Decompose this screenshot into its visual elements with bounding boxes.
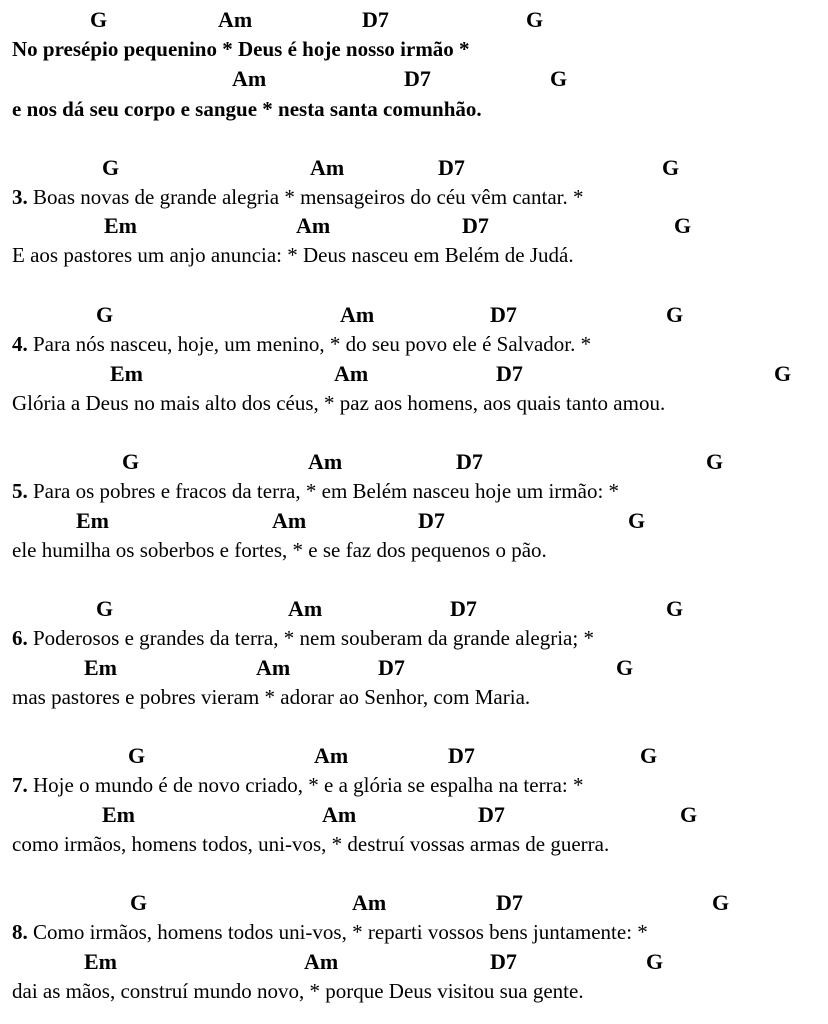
lyric-line: E aos pastores um anjo anuncia: * Deus nasceu em Belém de Judá.: [12, 243, 574, 267]
lyric-line: Glória a Deus no mais alto dos céus, * paz aos homens, aos quais tanto amou.: [12, 391, 666, 415]
chord: Am: [334, 361, 369, 386]
verse-number: 5.: [12, 479, 28, 503]
chord: G: [666, 596, 684, 621]
chord: G: [662, 155, 680, 180]
chord: G: [102, 155, 120, 180]
chord: G: [128, 743, 146, 768]
chord: Em: [84, 655, 117, 680]
chord: G: [706, 449, 724, 474]
lyric-line: como irmãos, homens todos, uni-vos, * destruí vossas armas de guerra.: [12, 832, 610, 856]
verse-number: 3.: [12, 185, 28, 209]
chord: D7: [404, 66, 431, 91]
lyric-line: [12, 773, 583, 797]
lyric-line: [12, 479, 619, 503]
lyric-text: Para os pobres e fracos da terra, * em Belém nasceu hoje um irmão: *: [33, 479, 620, 503]
chord: D7: [496, 890, 523, 915]
lyric-line: [12, 185, 583, 209]
chord: Am: [256, 655, 291, 680]
chord: Am: [304, 949, 339, 974]
verse-number: 4.: [12, 332, 28, 356]
chord: G: [680, 802, 698, 827]
chord: Em: [110, 361, 143, 386]
chord: Am: [322, 802, 357, 827]
chord: Am: [352, 890, 387, 915]
chord: G: [712, 890, 730, 915]
chord: D7: [418, 508, 445, 533]
lyric-text: Poderosos e grandes da terra, * nem souberam da grande alegria; *: [33, 626, 594, 650]
chord: Am: [308, 449, 343, 474]
chord: D7: [496, 361, 523, 386]
chord: D7: [490, 949, 517, 974]
chord: G: [674, 213, 692, 238]
chord: D7: [456, 449, 483, 474]
chord: D7: [448, 743, 475, 768]
verse-number: 6.: [12, 626, 28, 650]
chord: D7: [438, 155, 465, 180]
chord: G: [774, 361, 792, 386]
chord: G: [666, 302, 684, 327]
lyric-line: [12, 920, 648, 944]
chord: G: [96, 596, 114, 621]
lyric-line: dai as mãos, construí mundo novo, * porque Deus visitou sua gente.: [12, 979, 584, 1003]
verse-number: 8.: [12, 920, 28, 944]
chord: Am: [232, 66, 267, 91]
chord: Am: [296, 213, 331, 238]
lyric-text: Para nós nasceu, hoje, um menino, * do seu povo ele é Salvador. *: [33, 332, 592, 356]
chord: G: [550, 66, 568, 91]
chord: G: [616, 655, 634, 680]
lyric-text: Boas novas de grande alegria * mensageiros do céu vêm cantar. *: [33, 185, 584, 209]
lyric-line: [12, 332, 591, 356]
chord: Em: [84, 949, 117, 974]
chord: Em: [102, 802, 135, 827]
chord: D7: [362, 7, 389, 32]
chord: G: [628, 508, 646, 533]
chord: G: [130, 890, 148, 915]
lyric-line: No presépio pequenino * Deus é hoje nosso irmão *: [12, 37, 470, 61]
chord: Em: [104, 213, 137, 238]
chord: G: [640, 743, 658, 768]
chord: G: [96, 302, 114, 327]
chord: G: [122, 449, 140, 474]
chord: Am: [340, 302, 375, 327]
chord: G: [526, 7, 544, 32]
verse-number: 7.: [12, 773, 28, 797]
lyric-text: Como irmãos, homens todos uni-vos, * reparti vossos bens juntamente: *: [33, 920, 648, 944]
lyric-line: [12, 626, 594, 650]
chord: Am: [218, 7, 253, 32]
lyric-line: e nos dá seu corpo e sangue * nesta santa comunhão.: [12, 97, 482, 121]
chord: Am: [310, 155, 345, 180]
chord: D7: [450, 596, 477, 621]
chord: D7: [462, 213, 489, 238]
chord: G: [646, 949, 664, 974]
chord: Em: [76, 508, 109, 533]
chord: Am: [314, 743, 349, 768]
chord: D7: [378, 655, 405, 680]
chord: Am: [288, 596, 323, 621]
chord: D7: [478, 802, 505, 827]
lyric-text: Hoje o mundo é de novo criado, * e a glória se espalha na terra: *: [33, 773, 584, 797]
lyric-line: mas pastores e pobres vieram * adorar ao Senhor, com Maria.: [12, 685, 531, 709]
chord: Am: [272, 508, 307, 533]
chord: G: [90, 7, 108, 32]
chord: D7: [490, 302, 517, 327]
lyric-line: ele humilha os soberbos e fortes, * e se faz dos pequenos o pão.: [12, 538, 547, 562]
